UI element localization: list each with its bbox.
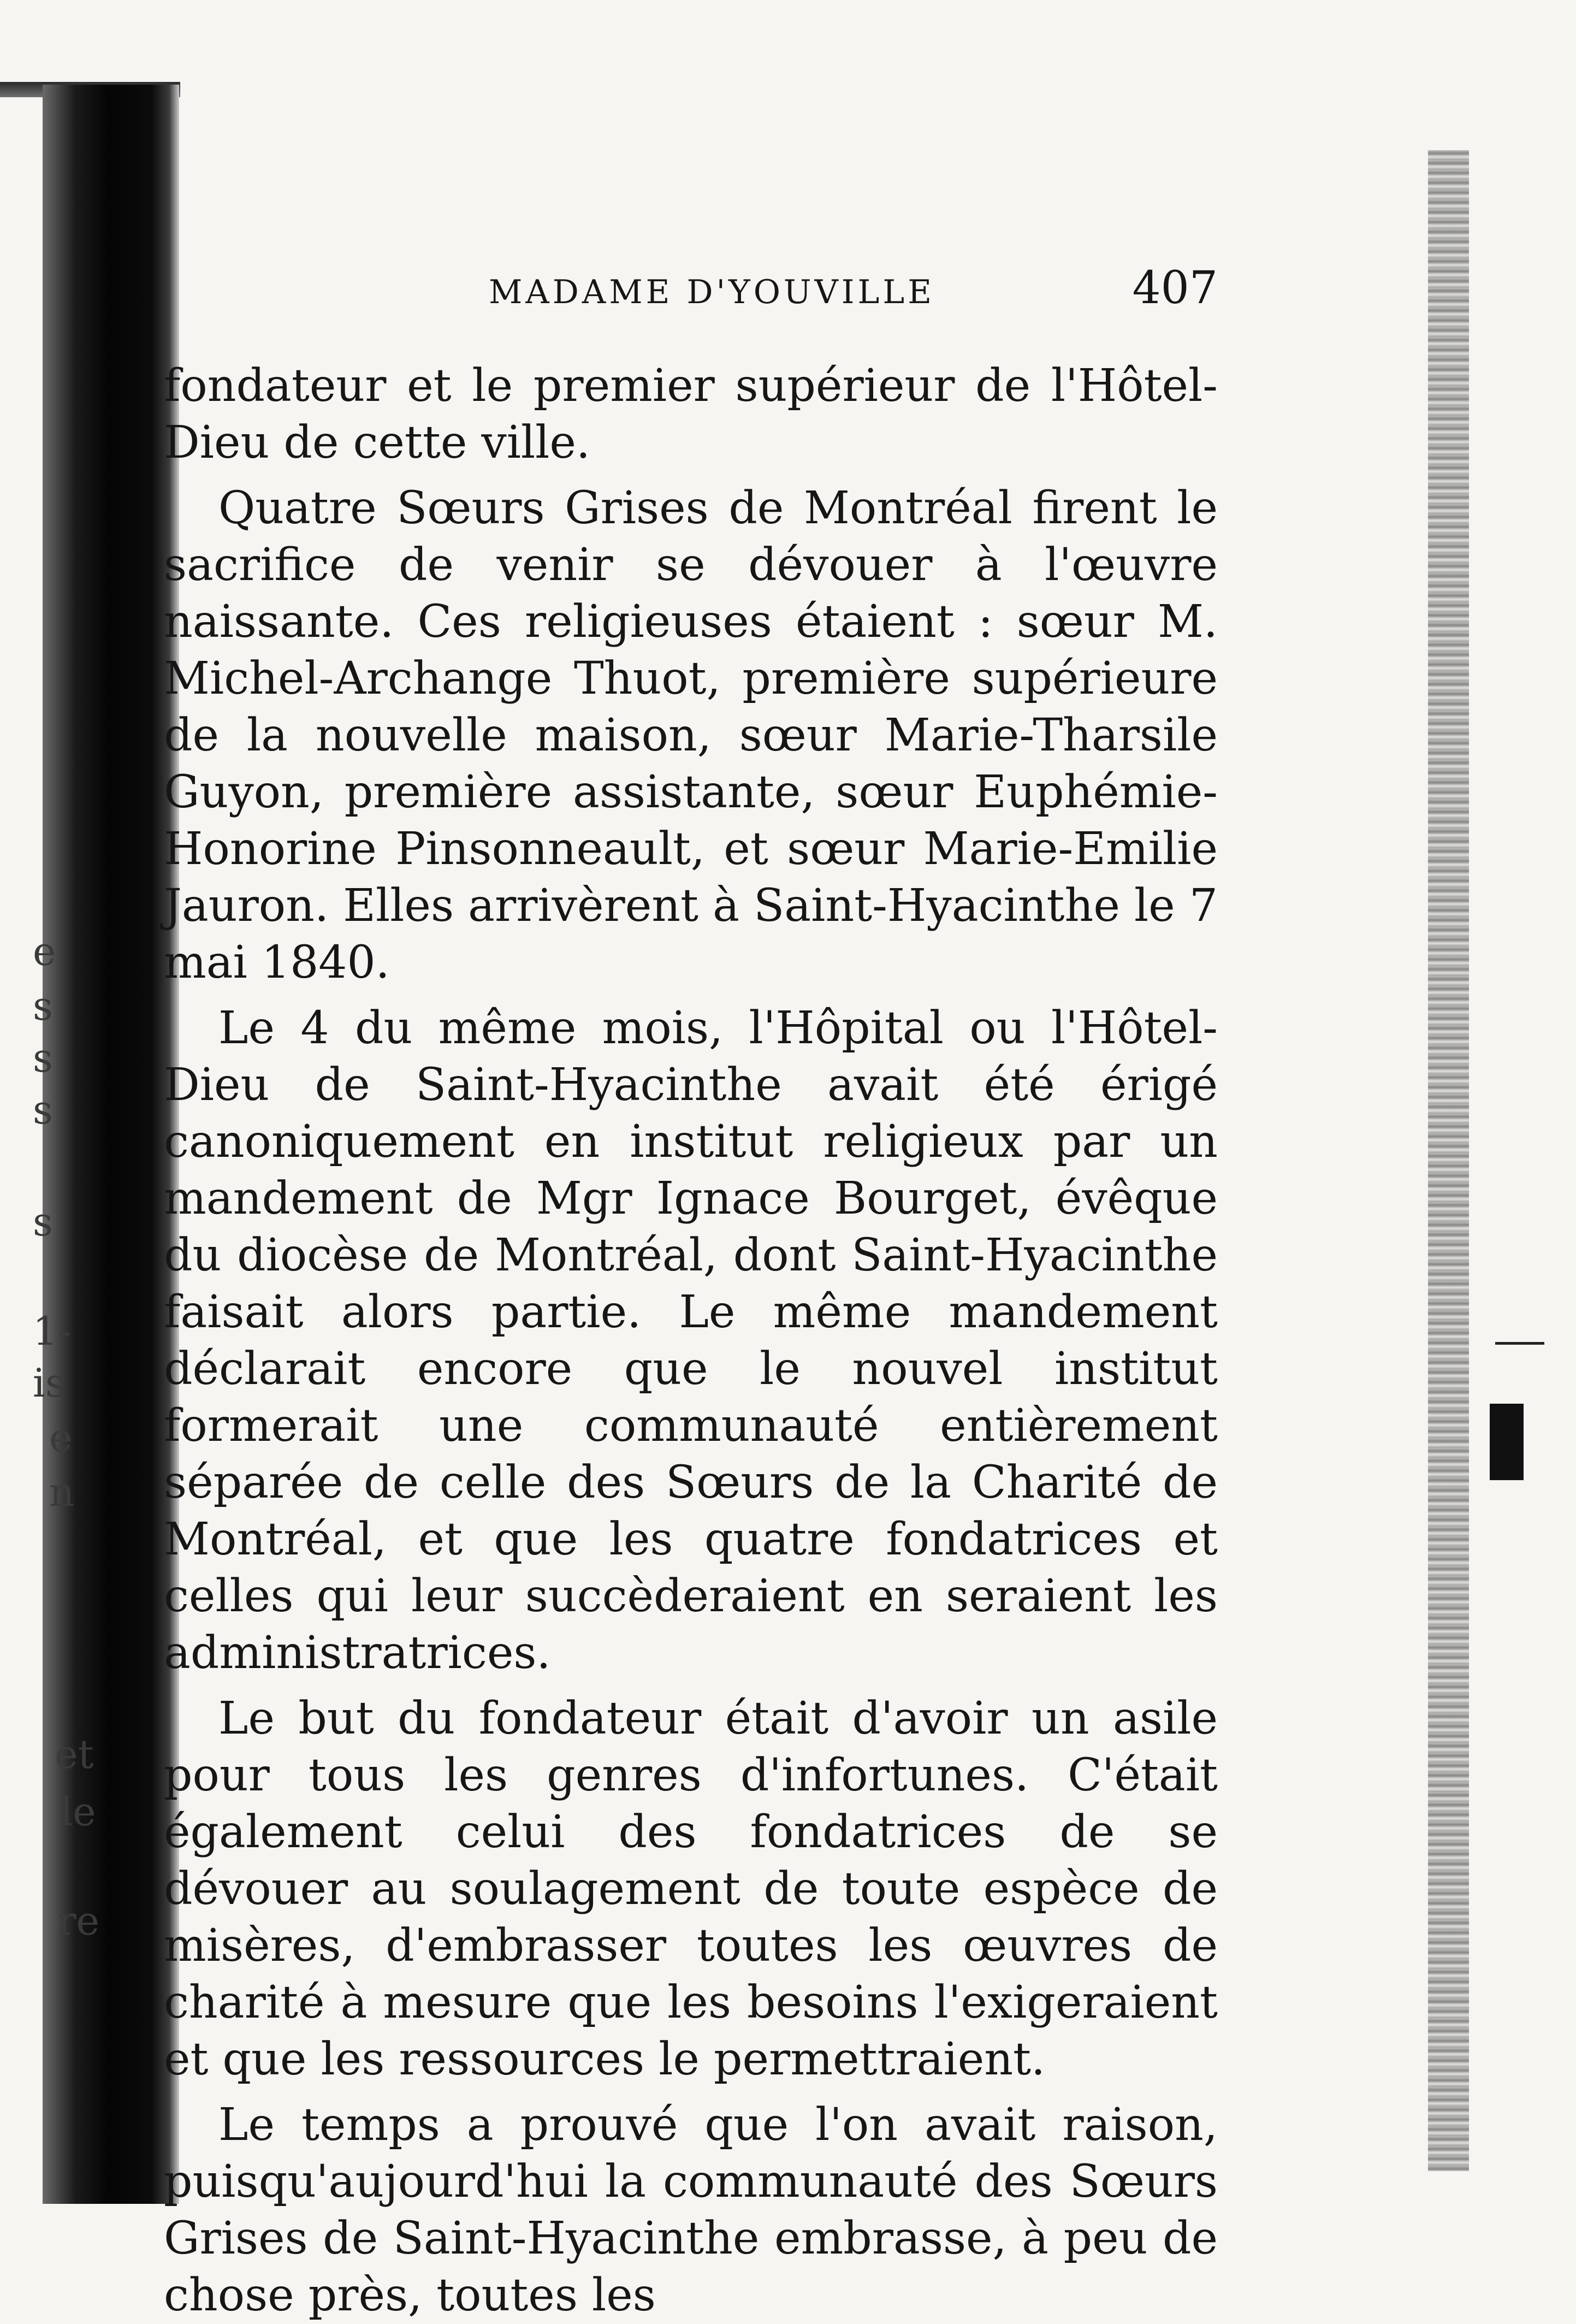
paragraph: Le but du fondateur était d'avoir un asile pour tous les genres d'infortunes. C'était également celui des fondatrices de se dévouer au soulagement de toute espèce de misères, d'embrasser toutes les œuvres de charité à mesure que les besoins l'exigeraient et que les ressources le permettraient.	[164, 1693, 1218, 2085]
page-edge-mark	[1495, 1342, 1544, 1345]
paragraph: fondateur et le premier supérieur de l'Hôtel-Dieu de cette ville.	[164, 360, 1218, 469]
running-title: MADAME D'YOUVILLE	[489, 273, 935, 311]
facing-fragment: 1-	[33, 1308, 72, 1354]
facing-fragment: le	[60, 1789, 96, 1835]
body-text	[164, 358, 1218, 2324]
facing-fragment: e	[33, 929, 56, 974]
facing-fragment: s	[33, 1035, 53, 1081]
facing-page-fragments	[0, 0, 137, 2239]
page-edge-block	[1490, 1404, 1524, 1480]
running-head	[164, 262, 1218, 328]
facing-fragment: is	[33, 1360, 66, 1406]
paragraph: Le temps a prouvé que l'on avait raison, puisqu'aujourd'hui la communauté des Sœurs Grises de Saint-Hyacinthe embrasse, à peu de chose près, toutes les	[164, 2099, 1218, 2321]
facing-fragment: e	[49, 1415, 73, 1460]
paragraph: Quatre Sœurs Grises de Montréal firent le sacrifice de venir se dévouer à l'œuvre naissante. Ces religieuses étaient : sœur M. Michel-Archange Thuot, première supérieure de la nouvelle maison, sœur Marie-Tharsile Guyon, première assistante, sœur Euphémie-Honorine Pinsonneault, et sœur Marie-Emilie Jauron. Elles arrivèrent à Saint-Hyacinthe le 7 mai 1840.	[164, 482, 1218, 989]
facing-fragment: s	[33, 1199, 53, 1245]
facing-fragment: et	[55, 1731, 94, 1777]
facing-fragment: n	[49, 1469, 75, 1515]
facing-fragment: s	[33, 983, 53, 1029]
facing-fragment: re	[57, 1898, 100, 1944]
page-number: 407	[1132, 262, 1218, 314]
facing-fragment: s	[33, 1087, 53, 1133]
paragraph: Le 4 du même mois, l'Hôpital ou l'Hôtel-Dieu de Saint-Hyacinthe avait été érigé canoniquement en institut religieux par un mandement de Mgr Ignace Bourget, évêque du diocèse de Montréal, dont Saint-Hyacinthe faisait alors partie. Le même mandement déclarait encore que le nouvel institut formerait une communauté entièrement séparée de celle des Sœurs de la Charité de Montréal, et que les quatre fondatrices et celles qui leur succèderaient en seraient les administratrices.	[164, 1002, 1218, 1679]
page-edge-right	[1428, 150, 1469, 2171]
